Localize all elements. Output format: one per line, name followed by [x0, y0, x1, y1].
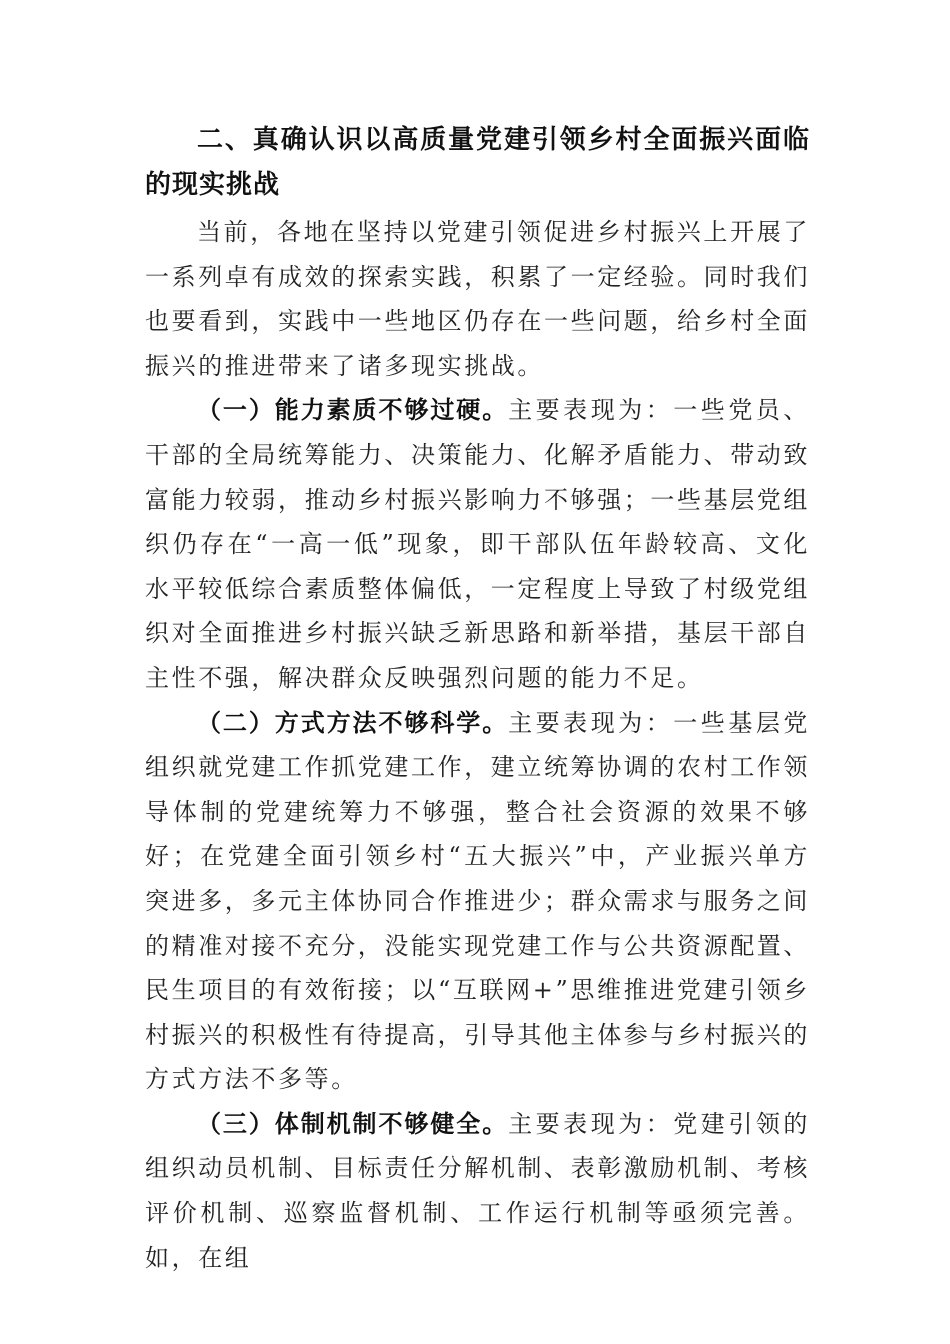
item-paragraph-2 — [145, 701, 810, 1102]
item-2-body: 主要表现为：一些基层党组织就党建工作抓党建工作，建立统筹协调的农村工作领导体制的党建统筹力不够强，整合社会资源的效果不够好；在党建全面引领乡村“五大振兴”中，产业振兴单方突进多，多元主体协同合作推进少；群众需求与服务之间的精准对接不充分，没能实现党建工作与公共资源配置、民生项目的有效衔接；以“互联网+”思维推进党建引领乡村振兴的积极性有待提高，引导其他主体参与乡村振兴的方式方法不多等。 — [145, 708, 810, 1094]
intro-paragraph: 当前，各地在坚持以党建引领促进乡村振兴上开展了一系列卓有成效的探索实践，积累了一定经验。同时我们也要看到，实践中一些地区仍存在一些问题，给乡村全面振兴的推进带来了诸多现实挑战。 — [145, 218, 810, 380]
section-heading: 二、真确认识以高质量党建引领乡村全面振兴面临的现实挑战 — [145, 125, 810, 200]
item-1-body: 主要表现为：一些党员、干部的全局统筹能力、决策能力、化解矛盾能力、带动致富能力较弱，推动乡村振兴影响力不够强；一些基层党组织仍存在“一高一低”现象，即干部队伍年龄较高、文化水平较低综合素质整体偏低，一定程度上导致了村级党组织对全面推进乡村振兴缺乏新思路和新举措，基层干部自主性不强，解决群众反映强烈问题的能力不足。 — [145, 396, 810, 692]
item-3-lead: （三）体制机制不够健全。 — [197, 1109, 509, 1138]
item-3-body: 主要表现为：党建引领的组织动员机制、目标责任分解机制、表彰激励机制、考核评价机制、巡察监督机制、工作运行机制等亟须完善。如，在组 — [145, 1109, 810, 1272]
item-paragraph-1 — [145, 388, 810, 700]
item-paragraph-3 — [145, 1102, 810, 1280]
item-2-lead: （二）方式方法不够科学。 — [197, 708, 509, 737]
item-1-lead: （一）能力素质不够过硬。 — [197, 396, 509, 425]
document-page — [145, 118, 810, 1280]
